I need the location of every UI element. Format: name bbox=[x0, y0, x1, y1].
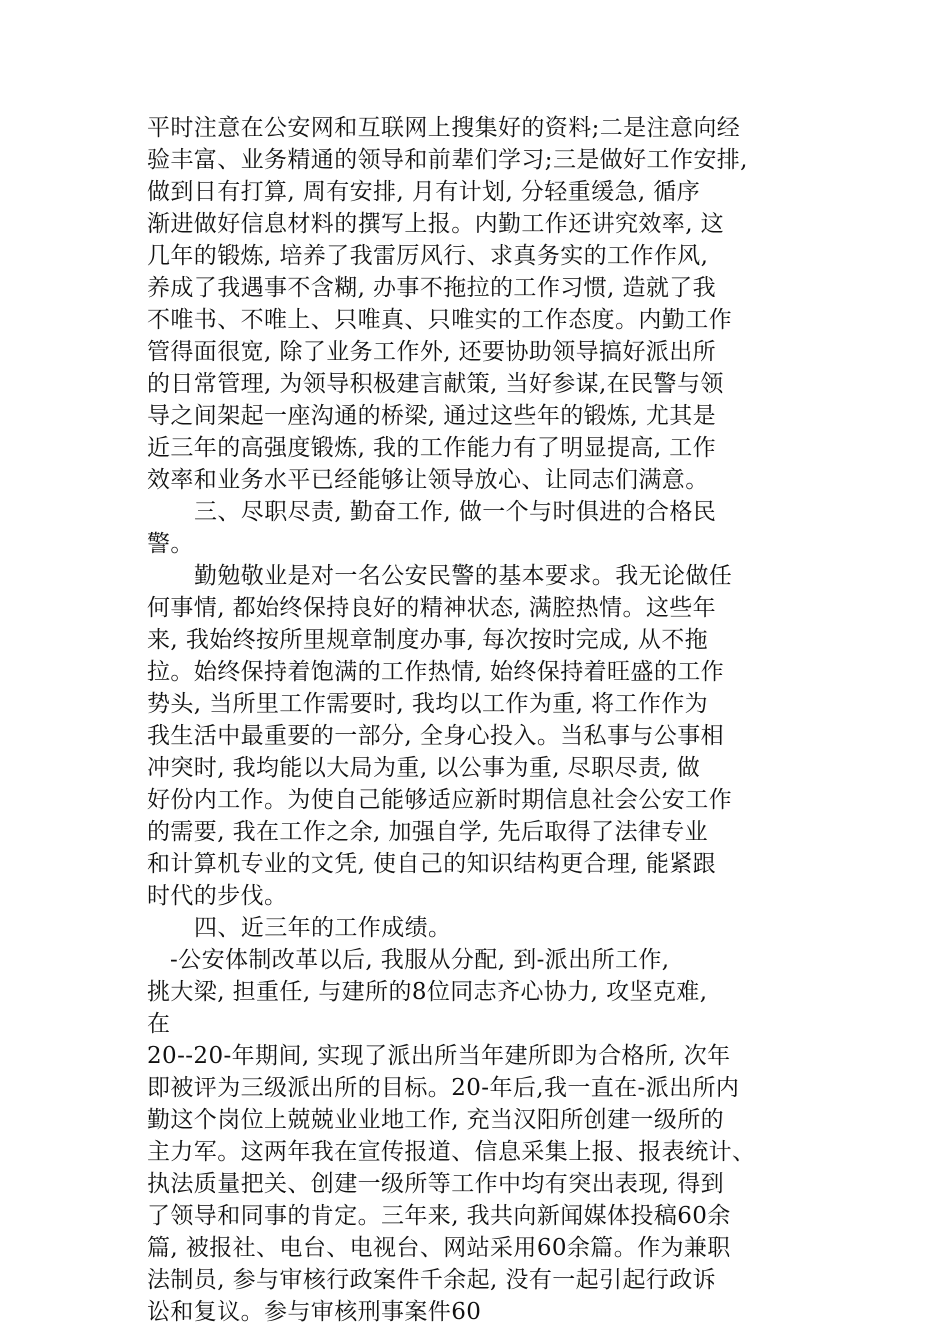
text-line: 法制员, 参与审核行政案件千余起, 没有一起引起行政诉 bbox=[147, 1267, 717, 1293]
text-line: 何事情, 都始终保持良好的精神状态, 满腔热情。这些年 bbox=[147, 595, 717, 621]
text-line: 拉。始终保持着饱满的工作热情, 始终保持着旺盛的工作 bbox=[147, 659, 725, 685]
text-line: 渐进做好信息材料的撰写上报。内勤工作还讲究效率, 这 bbox=[147, 211, 725, 237]
text-line: 几年的锻炼, 培养了我雷厉风行、求真务实的工作作风, bbox=[147, 243, 709, 269]
text-line: 勤这个岗位上兢兢业业地工作, 充当汉阳所创建一级所的 bbox=[147, 1107, 725, 1133]
text-line: 验丰富、业务精通的领导和前辈们学习;三是做好工作安排, bbox=[147, 147, 748, 173]
text-line: 篇, 被报社、电台、电视台、网站采用60余篇。作为兼职 bbox=[147, 1235, 731, 1261]
text-line: 做到日有打算, 周有安排, 月有计划, 分轻重缓急, 循序 bbox=[147, 179, 701, 205]
text-line: 和计算机专业的文凭, 使自己的知识结构更合理, 能紧跟 bbox=[147, 851, 717, 877]
text-line: 的日常管理, 为领导积极建言献策, 当好参谋,在民警与领 bbox=[147, 371, 724, 397]
text-line: 执法质量把关、创建一级所等工作中均有突出表现, 得到 bbox=[147, 1171, 725, 1197]
text-line: 在 bbox=[147, 1011, 171, 1037]
text-line: -公安体制改革以后, 我服从分配, 到-派出所工作, bbox=[170, 947, 670, 973]
text-line: 主力军。这两年我在宣传报道、信息采集上报、报表统计、 bbox=[147, 1139, 756, 1165]
text-line: 近三年的高强度锻炼, 我的工作能力有了明显提高, 工作 bbox=[147, 435, 717, 461]
section-heading-4: 四、近三年的工作成绩。 bbox=[194, 915, 452, 941]
text-line: 勤勉敬业是对一名公安民警的基本要求。我无论做任 bbox=[194, 563, 733, 589]
text-line: 效率和业务水平已经能够让领导放心、让同志们满意。 bbox=[147, 467, 709, 493]
text-line: 来, 我始终按所里规章制度办事, 每次按时完成, 从不拖 bbox=[147, 627, 709, 653]
text-line: 讼和复议。参与审核刑事案件60 bbox=[147, 1299, 482, 1325]
text-line: 的需要, 我在工作之余, 加强自学, 先后取得了法律专业 bbox=[147, 819, 709, 845]
text-line: 势头, 当所里工作需要时, 我均以工作为重, 将工作作为 bbox=[147, 691, 709, 717]
text-line: 好份内工作。为使自己能够适应新时期信息社会公安工作 bbox=[147, 787, 732, 813]
text-line: 即被评为三级派出所的目标。20-年后,我一直在-派出所内 bbox=[147, 1075, 740, 1101]
text-line: 管得面很宽, 除了业务工作外, 还要协助领导搞好派出所 bbox=[147, 339, 717, 365]
text-line: 了领导和同事的肯定。三年来, 我共向新闻媒体投稿60余 bbox=[147, 1203, 731, 1229]
text-line: 20--20-年期间, 实现了派出所当年建所即为合格所, 次年 bbox=[147, 1043, 731, 1069]
text-line: 不唯书、不唯上、只唯真、只唯实的工作态度。内勤工作 bbox=[147, 307, 732, 333]
text-line: 导之间架起一座沟通的桥梁, 通过这些年的锻炼, 尤其是 bbox=[147, 403, 717, 429]
text-line: 挑大梁, 担重任, 与建所的8位同志齐心协力, 攻坚克难, bbox=[147, 979, 708, 1005]
text-line: 平时注意在公安网和互联网上搜集好的资料;二是注意向经 bbox=[147, 115, 741, 141]
text-line: 冲突时, 我均能以大局为重, 以公事为重, 尽职尽责, 做 bbox=[147, 755, 701, 781]
section-heading-3: 三、尽职尽责, 勤奋工作, 做一个与时俱进的合格民 bbox=[194, 499, 717, 525]
text-line: 养成了我遇事不含糊, 办事不拖拉的工作习惯, 造就了我 bbox=[147, 275, 717, 301]
text-line: 时代的步伐。 bbox=[147, 883, 288, 909]
text-line: 警。 bbox=[147, 531, 194, 557]
text-line: 我生活中最重要的一部分, 全身心投入。当私事与公事相 bbox=[147, 723, 725, 749]
